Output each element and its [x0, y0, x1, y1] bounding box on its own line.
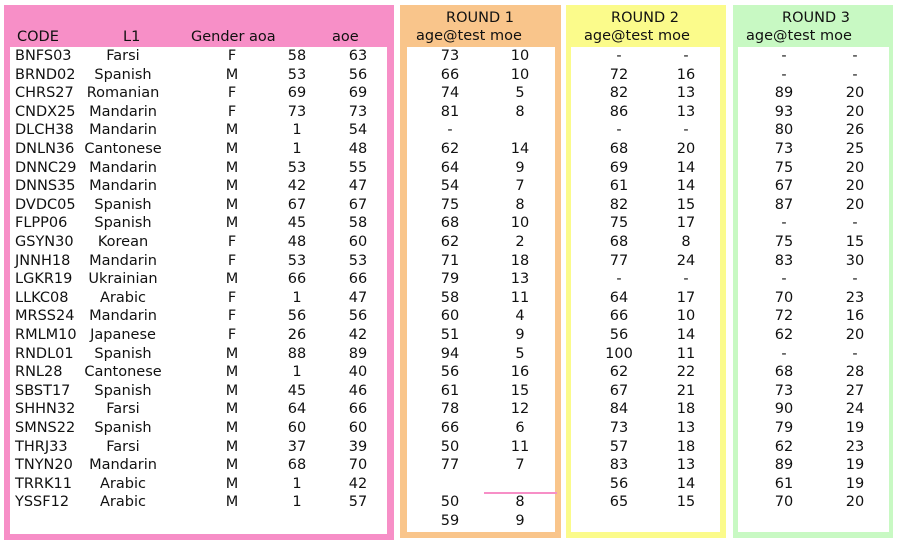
round3-cell-age: 80	[774, 122, 794, 139]
cell-l1: Spanish	[94, 345, 152, 362]
round2-cell-moe: 13	[676, 85, 696, 102]
round3-panel	[733, 5, 893, 538]
cell-aoe: 67	[348, 196, 368, 213]
round2-cell-age: 82	[609, 196, 629, 213]
round3-cell-age: -	[781, 215, 787, 232]
round2-cell-age: 56	[609, 327, 629, 343]
round1-cell-moe: 13	[510, 271, 530, 288]
round1-cell-age: 66	[440, 66, 460, 83]
round3-cell-moe: 16	[845, 308, 865, 325]
round2-cell-age: 77	[609, 252, 629, 269]
round3-cell-moe: 20	[845, 327, 865, 343]
cell-l1: Ukrainian	[88, 271, 158, 288]
cell-aoe: 60	[348, 420, 368, 436]
round1-cell-moe: 8	[515, 103, 525, 120]
round3-cell-moe: 15	[845, 234, 865, 250]
cell-aoa: 37	[287, 438, 307, 455]
round3-cell-age: 93	[774, 103, 794, 120]
cell-code: GSYN30	[15, 234, 74, 250]
cell-l1: Farsi	[106, 401, 140, 418]
cell-code: FLPP06	[15, 215, 68, 232]
cell-code: JNNH18	[15, 252, 71, 269]
cell-aoe: 66	[348, 271, 368, 288]
cell-code: RMLM10	[15, 327, 77, 343]
round1-cell-age: 64	[440, 159, 460, 176]
round3-cell-age: 68	[774, 364, 794, 381]
round2-cell-moe: -	[683, 271, 689, 288]
cell-l1: Mandarin	[89, 103, 157, 120]
round1-cell-moe: 11	[510, 438, 530, 455]
cell-gender: M	[225, 178, 239, 195]
cell-gender: F	[227, 289, 237, 306]
round1-cell-moe: 6	[515, 420, 525, 436]
header-code: CODE	[17, 29, 59, 45]
cell-l1: Cantonese	[84, 364, 162, 381]
cell-gender: F	[227, 327, 237, 343]
round3-cell-moe: 25	[845, 141, 865, 157]
cell-code: RNL28	[15, 364, 63, 381]
cell-l1: Mandarin	[89, 178, 157, 195]
round3-panel-body	[738, 47, 889, 532]
round2-cell-moe: 15	[676, 494, 696, 511]
round2-cell-moe: 14	[676, 475, 696, 492]
cell-gender: M	[225, 457, 239, 474]
round1-cell-age: 62	[440, 234, 460, 250]
cell-l1: Arabic	[100, 475, 146, 492]
round1-cell-age: 78	[440, 401, 460, 418]
round3-cell-age: 89	[774, 85, 794, 102]
cell-gender: M	[225, 345, 239, 362]
round3-cell-age: 70	[774, 289, 794, 306]
round1-cell-age: 56	[440, 364, 460, 381]
round2-cell-age: 64	[609, 289, 629, 306]
round3-cell-age: 73	[774, 141, 794, 157]
round2-cell-age: -	[616, 271, 622, 288]
cell-aoe: 89	[348, 345, 368, 362]
cell-aoe: 66	[348, 401, 368, 418]
cell-code: SHHN32	[15, 401, 76, 418]
round1-cell-moe: 9	[515, 327, 525, 343]
round3-cell-age: 87	[774, 196, 794, 213]
round2-cell-moe: 13	[676, 103, 696, 120]
round3-cell-age: 67	[774, 178, 794, 195]
round2-cell-age: 61	[609, 178, 629, 195]
round2-cell-moe: 13	[676, 457, 696, 474]
round3-cell-moe: 20	[845, 159, 865, 176]
cell-aoe: 63	[348, 48, 368, 64]
round1-cell-moe: 15	[510, 382, 530, 399]
cell-code: RNDL01	[15, 345, 74, 362]
round1-cell-moe: 14	[510, 141, 530, 157]
round1-cell-moe: 16	[510, 364, 530, 381]
cell-gender: M	[225, 66, 239, 83]
cell-gender: M	[225, 475, 239, 492]
cell-aoa: 53	[287, 159, 307, 176]
round1-cell-moe: 2	[515, 234, 525, 250]
cell-aoa: 26	[287, 327, 307, 343]
round3-cell-age: 79	[774, 420, 794, 436]
round3-cell-moe: 19	[845, 420, 865, 436]
cell-gender: F	[227, 103, 237, 120]
cell-code: DVDC05	[15, 196, 76, 213]
round2-cell-age: 65	[609, 494, 629, 511]
cell-gender: M	[225, 196, 239, 213]
round2-cell-moe: 18	[676, 438, 696, 455]
cell-gender: F	[227, 308, 237, 325]
round2-cell-age: 82	[609, 85, 629, 102]
round3-cell-age: 73	[774, 382, 794, 399]
round1-subheader: age@test moe	[416, 28, 522, 44]
cell-l1: Spanish	[94, 420, 152, 436]
round1-cell-age: 58	[440, 289, 460, 306]
round1-cell-age: 71	[440, 252, 460, 269]
round3-cell-age: -	[781, 345, 787, 362]
round3-cell-age: 90	[774, 401, 794, 418]
cell-gender: F	[227, 252, 237, 269]
cell-l1: Mandarin	[89, 122, 157, 139]
cell-aoa: 1	[292, 364, 302, 381]
round1-cell-age: 50	[440, 494, 460, 511]
round3-cell-moe: 20	[845, 494, 865, 511]
round1-cell-moe: 10	[510, 48, 530, 64]
round3-cell-age: 62	[774, 327, 794, 343]
round3-cell-moe: 19	[845, 475, 865, 492]
round2-cell-moe: 8	[681, 234, 691, 250]
cell-l1: Mandarin	[89, 159, 157, 176]
round3-cell-age: -	[781, 271, 787, 288]
cell-l1: Mandarin	[89, 252, 157, 269]
round3-cell-age: 75	[774, 159, 794, 176]
round3-cell-moe: 19	[845, 457, 865, 474]
header-l1: L1	[123, 29, 141, 45]
round3-cell-age: 83	[774, 252, 794, 269]
cell-code: DNLN36	[15, 141, 75, 157]
round1-cell-age: 62	[440, 141, 460, 157]
cell-aoe: 42	[348, 475, 368, 492]
cell-code: BRND02	[15, 66, 76, 83]
cell-l1: Romanian	[86, 85, 160, 102]
round1-cell-age: 81	[440, 103, 460, 120]
round1-cell-moe: 5	[515, 345, 525, 362]
cell-aoe: 55	[348, 159, 368, 176]
round1-cell-age: 51	[440, 327, 460, 343]
round2-cell-age: 56	[609, 475, 629, 492]
round3-cell-age: 89	[774, 457, 794, 474]
round1-cell-moe: 9	[515, 513, 525, 529]
round2-title: ROUND 2	[611, 10, 679, 26]
cell-aoa: 60	[287, 420, 307, 436]
round1-cell-moe: 10	[510, 66, 530, 83]
round1-cell-age: 50	[440, 438, 460, 455]
cell-aoe: 42	[348, 327, 368, 343]
round1-cell-moe: 8	[515, 196, 525, 213]
round1-cell-age: 59	[440, 513, 460, 529]
round3-cell-moe: 20	[845, 85, 865, 102]
cell-aoe: 60	[348, 234, 368, 250]
cell-aoa: 67	[287, 196, 307, 213]
round2-cell-age: 84	[609, 401, 629, 418]
round2-cell-age: -	[616, 48, 622, 64]
round1-cell-moe: 11	[510, 289, 530, 306]
round1-cell-moe: 5	[515, 85, 525, 102]
round3-cell-moe: 20	[845, 178, 865, 195]
cell-code: YSSF12	[15, 494, 70, 511]
cell-gender: M	[225, 364, 239, 381]
round3-cell-moe: 28	[845, 364, 865, 381]
round1-cell-age: 74	[440, 85, 460, 102]
round3-cell-moe: 23	[845, 289, 865, 306]
cell-aoa: 66	[287, 271, 307, 288]
cell-aoe: 39	[348, 438, 368, 455]
round1-cell-age: 54	[440, 178, 460, 195]
cell-aoa: 1	[292, 494, 302, 511]
round3-cell-age: -	[781, 48, 787, 64]
round2-cell-age: 72	[609, 66, 629, 83]
round1-cell-moe: 7	[515, 178, 525, 195]
cell-aoa: 73	[287, 103, 307, 120]
cell-aoe: 56	[348, 308, 368, 325]
cell-l1: Japanese	[90, 327, 156, 343]
cell-code: THRJ33	[15, 438, 68, 455]
cell-l1: Farsi	[106, 48, 140, 64]
cell-aoe: 56	[348, 66, 368, 83]
round3-cell-moe: 20	[845, 196, 865, 213]
round3-subheader: age@test moe	[746, 28, 852, 44]
round2-cell-age: 67	[609, 382, 629, 399]
round3-cell-age: 72	[774, 308, 794, 325]
round3-cell-moe: -	[852, 215, 858, 232]
cell-aoa: 64	[287, 401, 307, 418]
cell-code: CHRS27	[15, 85, 74, 102]
cell-aoa: 53	[287, 252, 307, 269]
cell-aoe: 48	[348, 141, 368, 157]
round1-panel	[400, 5, 561, 538]
cell-aoa: 1	[292, 475, 302, 492]
cell-code: BNFS03	[15, 48, 72, 64]
cell-code: DLCH38	[15, 122, 74, 139]
round3-title: ROUND 3	[782, 10, 850, 26]
cell-aoe: 58	[348, 215, 368, 232]
round1-cell-age: 68	[440, 215, 460, 232]
cell-aoa: 69	[287, 85, 307, 102]
round2-cell-moe: -	[683, 48, 689, 64]
cell-gender: M	[225, 215, 239, 232]
cell-gender: F	[227, 48, 237, 64]
round1-cell-moe: 7	[515, 457, 525, 474]
round2-cell-moe: 20	[676, 141, 696, 157]
round3-cell-moe: 30	[845, 252, 865, 269]
cell-aoa: 45	[287, 215, 307, 232]
cell-aoe: 46	[348, 382, 368, 399]
round3-cell-moe: 23	[845, 438, 865, 455]
cell-aoa: 56	[287, 308, 307, 325]
cell-aoa: 1	[292, 289, 302, 306]
round2-cell-moe: 18	[676, 401, 696, 418]
round2-cell-age: 57	[609, 438, 629, 455]
round3-cell-moe: 27	[845, 382, 865, 399]
cell-l1: Mandarin	[89, 457, 157, 474]
cell-aoe: 54	[348, 122, 368, 139]
round3-cell-age: -	[781, 66, 787, 83]
round1-cell-age: 60	[440, 308, 460, 325]
round1-cell-moe: 8	[515, 494, 525, 511]
round2-cell-age: -	[616, 122, 622, 139]
round3-cell-moe: -	[852, 345, 858, 362]
round2-cell-age: 83	[609, 457, 629, 474]
round1-cell-moe: 18	[510, 252, 530, 269]
round3-cell-age: 62	[774, 438, 794, 455]
round1-panel-body	[407, 47, 555, 532]
round1-cell-moe: 12	[510, 401, 530, 418]
round2-cell-moe: 14	[676, 178, 696, 195]
round1-cell-age: 77	[440, 457, 460, 474]
round2-cell-age: 100	[605, 345, 633, 362]
round1-cell-age: 94	[440, 345, 460, 362]
cell-aoa: 88	[287, 345, 307, 362]
cell-aoa: 45	[287, 382, 307, 399]
round2-cell-age: 66	[609, 308, 629, 325]
cell-l1: Arabic	[100, 289, 146, 306]
round2-cell-age: 73	[609, 420, 629, 436]
header-gender-aoa: Gender aoa	[191, 29, 276, 45]
round1-cell-moe: 10	[510, 215, 530, 232]
cell-aoa: 53	[287, 66, 307, 83]
round1-cell-moe: 9	[515, 159, 525, 176]
round2-cell-moe: -	[683, 122, 689, 139]
cell-gender: M	[225, 271, 239, 288]
round2-cell-moe: 17	[676, 215, 696, 232]
cell-l1: Arabic	[100, 494, 146, 511]
round3-cell-age: 75	[774, 234, 794, 250]
round2-cell-moe: 14	[676, 327, 696, 343]
round3-cell-moe: 24	[845, 401, 865, 418]
cell-aoa: 42	[287, 178, 307, 195]
round3-cell-moe: 26	[845, 122, 865, 139]
cell-aoe: 40	[348, 364, 368, 381]
cell-gender: M	[225, 401, 239, 418]
cell-l1: Cantonese	[84, 141, 162, 157]
round2-cell-moe: 22	[676, 364, 696, 381]
cell-aoe: 73	[348, 103, 368, 120]
round1-title: ROUND 1	[446, 10, 514, 26]
round2-cell-moe: 15	[676, 196, 696, 213]
round2-cell-moe: 21	[676, 382, 696, 399]
round2-cell-age: 86	[609, 103, 629, 120]
round1-cell-age: -	[447, 122, 453, 139]
round2-cell-moe: 13	[676, 420, 696, 436]
round1-cell-age: 75	[440, 196, 460, 213]
round2-cell-age: 75	[609, 215, 629, 232]
cell-aoe: 47	[348, 178, 368, 195]
cell-l1: Spanish	[94, 66, 152, 83]
cell-code: TRRK11	[15, 475, 72, 492]
cell-l1: Spanish	[94, 382, 152, 399]
cell-aoa: 1	[292, 122, 302, 139]
round2-cell-moe: 16	[676, 66, 696, 83]
round3-cell-moe: 20	[845, 103, 865, 120]
cell-gender: M	[225, 438, 239, 455]
cell-l1: Spanish	[94, 196, 152, 213]
cell-code: LGKR19	[15, 271, 73, 288]
round2-cell-age: 68	[609, 141, 629, 157]
round2-subheader: age@test moe	[584, 28, 690, 44]
round1-cell-age: 66	[440, 420, 460, 436]
round1-cell-age: 61	[440, 382, 460, 399]
round2-cell-moe: 14	[676, 159, 696, 176]
round2-panel	[566, 5, 726, 538]
cell-aoa: 68	[287, 457, 307, 474]
cell-code: TNYN20	[15, 457, 73, 474]
cell-code: SBST17	[15, 382, 71, 399]
cell-aoa: 58	[287, 48, 307, 64]
cell-gender: M	[225, 159, 239, 176]
round2-cell-age: 68	[609, 234, 629, 250]
round1-cell-moe: 4	[515, 308, 525, 325]
header-aoe: aoe	[332, 29, 359, 45]
cell-aoe: 69	[348, 85, 368, 102]
round3-cell-age: 70	[774, 494, 794, 511]
cell-gender: M	[225, 420, 239, 436]
round3-cell-moe: -	[852, 66, 858, 83]
cell-l1: Mandarin	[89, 308, 157, 325]
round1-cell-age: 73	[440, 48, 460, 64]
cell-gender: M	[225, 141, 239, 157]
round2-cell-moe: 17	[676, 289, 696, 306]
cell-code: DNNC29	[15, 159, 77, 176]
round3-cell-moe: -	[852, 48, 858, 64]
cell-gender: M	[225, 494, 239, 511]
cell-aoe: 57	[348, 494, 368, 511]
cell-l1: Spanish	[94, 215, 152, 232]
round1-cell-age: 79	[440, 271, 460, 288]
cell-gender: M	[225, 122, 239, 139]
round2-cell-age: 69	[609, 159, 629, 176]
round2-cell-moe: 11	[676, 345, 696, 362]
cell-l1: Farsi	[106, 438, 140, 455]
round2-cell-age: 62	[609, 364, 629, 381]
cell-code: DNNS35	[15, 178, 76, 195]
cell-gender: M	[225, 382, 239, 399]
cell-aoa: 48	[287, 234, 307, 250]
cell-aoe: 47	[348, 289, 368, 306]
cell-aoe: 70	[348, 457, 368, 474]
round3-cell-moe: -	[852, 271, 858, 288]
cell-code: LLKC08	[15, 289, 69, 306]
round2-cell-moe: 24	[676, 252, 696, 269]
round3-cell-age: 61	[774, 475, 794, 492]
cell-gender: F	[227, 85, 237, 102]
cell-code: CNDX25	[15, 103, 76, 120]
round2-cell-moe: 10	[676, 308, 696, 325]
cell-aoa: 1	[292, 141, 302, 157]
cell-gender: F	[227, 234, 237, 250]
cell-code: SMNS22	[15, 420, 76, 436]
cell-code: MRSS24	[15, 308, 75, 325]
round2-panel-body	[571, 47, 720, 532]
cell-aoe: 53	[348, 252, 368, 269]
cell-l1: Korean	[97, 234, 149, 250]
